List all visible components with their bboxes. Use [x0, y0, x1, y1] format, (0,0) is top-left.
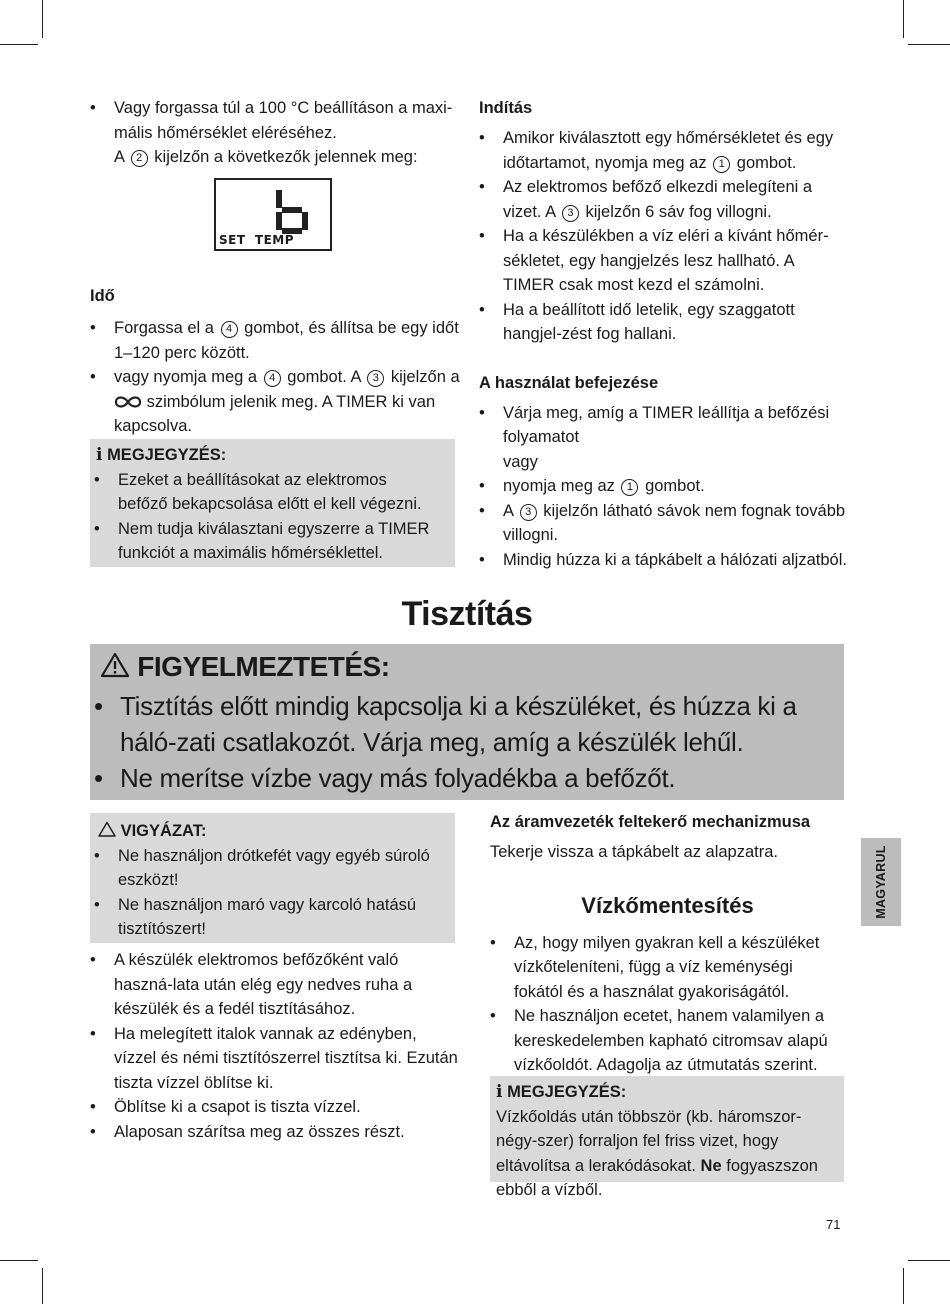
crop-mark — [0, 1260, 38, 1261]
list-item-text: kijelzőn a — [390, 368, 460, 386]
cord-section — [490, 810, 845, 1078]
list-item — [90, 316, 460, 365]
crop-mark — [0, 44, 38, 45]
section-heading: A használat befejezése — [479, 373, 659, 392]
list-item-text: A — [503, 501, 514, 520]
list-item — [90, 365, 460, 439]
list-item-text: gombot. A — [287, 368, 361, 386]
list-item: • Tisztítás előtt mindig kapcsolja ki a készüléket, és húzza ki a háló-zati csatlakozót. Várja meg, amíg a készülék lehűl. — [94, 688, 834, 760]
list-item: • Ne használjon maró vagy karcoló hatású tisztítószert! — [90, 893, 430, 942]
list-item: • Ezeket a beállításokat az elektromos befőző bekapcsolása előtt el kell végezni. — [90, 468, 430, 517]
number-1-icon: 1 — [713, 156, 730, 173]
warning-title-row — [100, 650, 390, 684]
number-2-icon: 2 — [131, 150, 148, 167]
list-item: • Ne használjon ecetet, hanem valamilyen a kereskedelemben kapható citromsav alapú vízkőoldót. Adagolja az útmutatás szerint. — [490, 1004, 845, 1078]
number-3-icon: 3 — [367, 370, 384, 387]
list-item: • Ha a beállított idő letelik, egy szaggatott hangjel-zést fog hallani. — [479, 298, 849, 347]
list-item: • Öblítse ki a csapot is tiszta vízzel. — [90, 1095, 460, 1120]
list-item: • Ha melegített italok vannak az edényben, vízzel és némi tisztítószerrel tisztítsa ki. Ezután tiszta vízzel öblítse ki. — [90, 1022, 460, 1096]
number-1-icon: 1 — [621, 479, 638, 496]
ido-section — [90, 284, 460, 439]
cleaning-section — [90, 948, 460, 1144]
note-text — [490, 1105, 844, 1203]
info-icon: i — [496, 1082, 503, 1102]
caution-triangle-icon — [98, 821, 116, 837]
note-list — [90, 468, 430, 566]
note-title-row — [490, 1076, 844, 1105]
warning-title: FIGYELMEZTETÉS: — [137, 651, 390, 682]
page-title: Tisztítás — [401, 595, 533, 633]
number-3-icon: 3 — [520, 504, 537, 521]
language-tab — [861, 838, 901, 926]
number-4-icon: 4 — [221, 321, 238, 338]
list-item: • Nem tudja kiválasztani egyszerre a TIMER funkciót a maximális hőmérséklettel. — [90, 517, 430, 566]
list-item-text: gombot, és állítsa be egy időt 1–120 perc között. — [114, 319, 459, 362]
note-title-row — [90, 439, 455, 468]
crop-mark — [42, 1268, 43, 1304]
befejezes-list — [479, 401, 849, 573]
page-number: 71 — [826, 1217, 841, 1232]
descaling-list — [490, 931, 845, 1078]
crop-mark — [908, 1260, 950, 1261]
ido-list — [90, 316, 460, 439]
note-text-part: fogyaszszon ebből a vízből. — [496, 1156, 818, 1199]
list-item-text: A — [114, 148, 125, 166]
list-item — [90, 96, 460, 170]
list-item — [479, 474, 849, 499]
infinity-icon — [114, 395, 142, 409]
list-item: • Mindig húzza ki a tápkábelt a hálózati aljzatból. — [479, 548, 849, 573]
inditas-list — [479, 126, 849, 347]
crop-mark — [42, 0, 43, 38]
list-item-text: kijelzőn a következők jelennek meg: — [154, 148, 418, 166]
number-4-icon: 4 — [264, 370, 281, 387]
warning-list — [94, 688, 834, 796]
list-item: • Ne használjon drótkefét vagy egyéb súroló eszközt! — [90, 844, 430, 893]
note-text-bold: Ne — [700, 1156, 722, 1175]
warning-box — [90, 644, 844, 800]
list-item — [479, 401, 849, 475]
list-item-text: vagy — [503, 452, 538, 471]
caution-box — [90, 813, 455, 943]
cord-text: Tekerje vissza a tápkábelt az alapzatra. — [490, 843, 778, 861]
section-heading: Indítás — [479, 99, 533, 117]
section-heading: Az áramvezeték feltekerő mechanizmusa — [490, 813, 811, 831]
list-item-text: gombot. — [736, 153, 797, 172]
crop-mark — [903, 0, 904, 38]
temp-list — [90, 96, 460, 170]
caution-title: VIGYÁZAT: — [120, 822, 207, 840]
caution-list — [90, 844, 430, 942]
list-item-text: gombot. — [645, 477, 705, 495]
list-item — [479, 499, 849, 548]
section-heading: Idő — [90, 287, 115, 305]
note-title: MEGJEGYZÉS: — [107, 446, 227, 464]
note-box — [490, 1076, 844, 1199]
right-column — [479, 96, 849, 572]
list-item: • Alaposan szárítsa meg az összes részt. — [90, 1120, 460, 1145]
list-item-text: kijelzőn 6 sáv fog villogni. — [585, 202, 772, 221]
list-item-text: szimbólum jelenik meg. A TIMER ki van kapcsolva. — [114, 392, 436, 435]
list-item: • Ne merítse vízbe vagy más folyadékba a befőzőt. — [94, 760, 834, 796]
note-title: MEGJEGYZÉS: — [507, 1083, 627, 1101]
list-item: • Ha a készülékben a víz eléri a kívánt hőmér-sékletet, egy hangjelzés lesz hallható. A TIMER csak most kezd el számolni. — [479, 224, 849, 298]
seven-segment-h-icon — [274, 188, 310, 234]
list-item-text: Várja meg, amíg a TIMER leállítja a befőzési folyamatot — [503, 403, 830, 446]
list-item-text: vagy nyomja meg a — [114, 368, 258, 386]
caution-title-row — [90, 813, 455, 844]
number-3-icon: 3 — [562, 205, 579, 222]
list-item — [479, 175, 849, 224]
info-icon: i — [96, 445, 103, 465]
list-item-text: kijelzőn látható sávok nem fognak tovább villogni. — [503, 501, 846, 544]
list-item-text: Forgassa el a — [114, 319, 214, 337]
list-item-text: Az elektromos befőző elkezdi melegíteni a vizet. A — [503, 178, 813, 221]
section-heading: Vízkőmentesítés — [581, 892, 754, 918]
list-item-text: Amikor kiválasztott egy hőmérsékletet és egy időtartamot, nyomja meg az — [503, 129, 834, 172]
list-item — [479, 126, 849, 175]
lcd-display — [214, 178, 332, 251]
crop-mark — [908, 44, 950, 45]
list-item-text: Vagy forgassa túl a 100 °C beállításon a maxi-mális hőmérséklet eléréséhez. — [114, 99, 453, 142]
list-item: • Az, hogy milyen gyakran kell a készüléket vízkőteleníteni, függ a víz keménységi fokától és a használat gyakoriságától. — [490, 931, 845, 1005]
note-text-part: Vízkőoldás után többször (kb. háromszor-négy-szer) forraljon fel friss vizet, hogy eltávolítsa a lerakódásokat. — [496, 1107, 802, 1175]
cleaning-list — [90, 948, 460, 1144]
language-tab-label: MAGYARUL — [873, 845, 888, 919]
note-box — [90, 439, 455, 567]
crop-mark — [903, 1268, 904, 1304]
warning-triangle-icon — [100, 652, 130, 678]
list-item-text: nyomja meg az — [503, 477, 615, 495]
list-item: • A készülék elektromos befőzőként való haszná-lata után elég egy nedves ruha a készülék és a fedél tisztításához. — [90, 948, 460, 1022]
lcd-label: SET TEMP — [219, 233, 294, 247]
left-column — [90, 96, 460, 170]
